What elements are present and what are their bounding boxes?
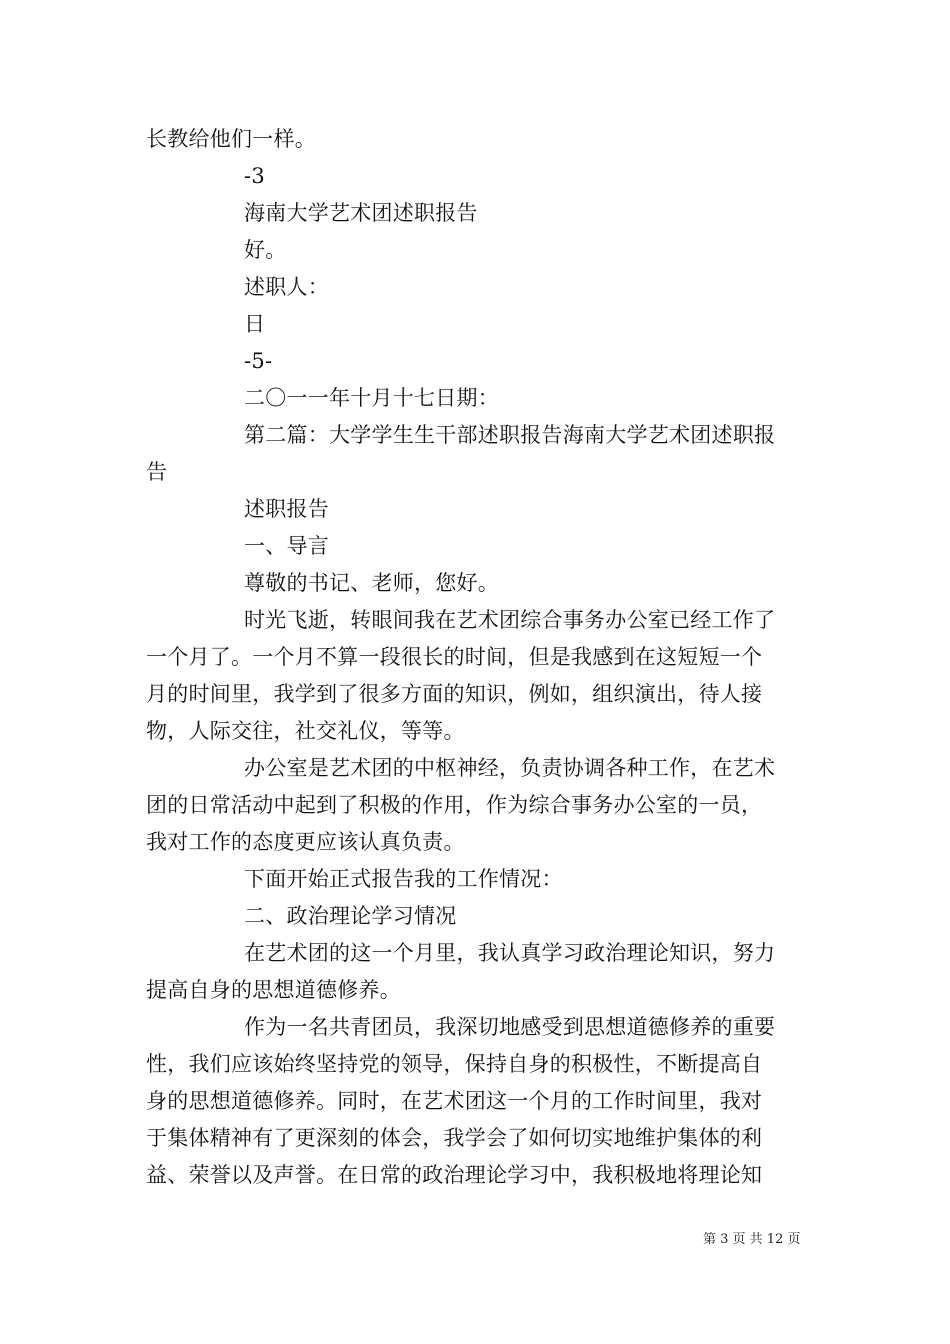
text-line: 二〇一一年十月十七日期：: [244, 386, 499, 410]
text-line: 提高自身的思想道德修养。: [146, 978, 401, 1002]
report-title: 述职报告: [244, 497, 329, 521]
text-line: 长教给他们一样。: [146, 127, 316, 151]
text-line: 尊敬的书记、老师，您好。: [244, 571, 499, 595]
text-line: 下面开始正式报告我的工作情况：: [244, 867, 563, 891]
text-line: 我对工作的态度更应该认真负责。: [146, 830, 465, 854]
text-line: -5-: [244, 349, 273, 373]
text-line: 时光飞逝，转眼间我在艺术团综合事务办公室已经工作了: [244, 608, 776, 632]
subsection-heading: 一、导言: [244, 534, 329, 558]
text-line: 述职人：: [244, 275, 329, 299]
text-line: 于集体精神有了更深刻的体会，我学会了如何切实地维护集体的利: [146, 1126, 763, 1150]
text-line: 在艺术团的这一个月里，我认真学习政治理论知识，努力: [244, 941, 776, 965]
text-line: 益、荣誉以及声誉。在日常的政治理论学习中，我积极地将理论知: [146, 1163, 763, 1187]
text-line: 身的思想道德修养。同时，在艺术团这一个月的工作时间里，我对: [146, 1089, 763, 1113]
text-line: 好。: [244, 238, 287, 262]
text-line: -3: [244, 164, 265, 188]
subsection-heading: 二、政治理论学习情况: [244, 904, 457, 928]
text-line: 物，人际交往，社交礼仪，等等。: [146, 719, 465, 743]
text-line: 作为一名共青团员，我深切地感受到思想道德修养的重要: [244, 1015, 776, 1039]
section-heading: 第二篇：大学学生生干部述职报告海南大学艺术团述职报: [244, 423, 776, 447]
text-line: 海南大学艺术团述职报告: [244, 201, 478, 225]
document-body: [146, 121, 806, 1194]
text-line: 日: [244, 312, 266, 336]
text-line: 团的日常活动中起到了积极的作用，作为综合事务办公室的一员，: [146, 793, 763, 817]
text-line: 月的时间里，我学到了很多方面的知识，例如，组织演出，待人接: [146, 682, 763, 706]
page-number-footer: 第 3 页 共 12 页: [703, 1232, 801, 1247]
text-line: 告: [146, 460, 168, 484]
text-line: 一个月了。一个月不算一段很长的时间，但是我感到在这短短一个: [146, 645, 763, 669]
text-line: 办公室是艺术团的中枢神经，负责协调各种工作，在艺术: [244, 756, 776, 780]
text-line: 性，我们应该始终坚持党的领导，保持自身的积极性，不断提高自: [146, 1052, 763, 1076]
